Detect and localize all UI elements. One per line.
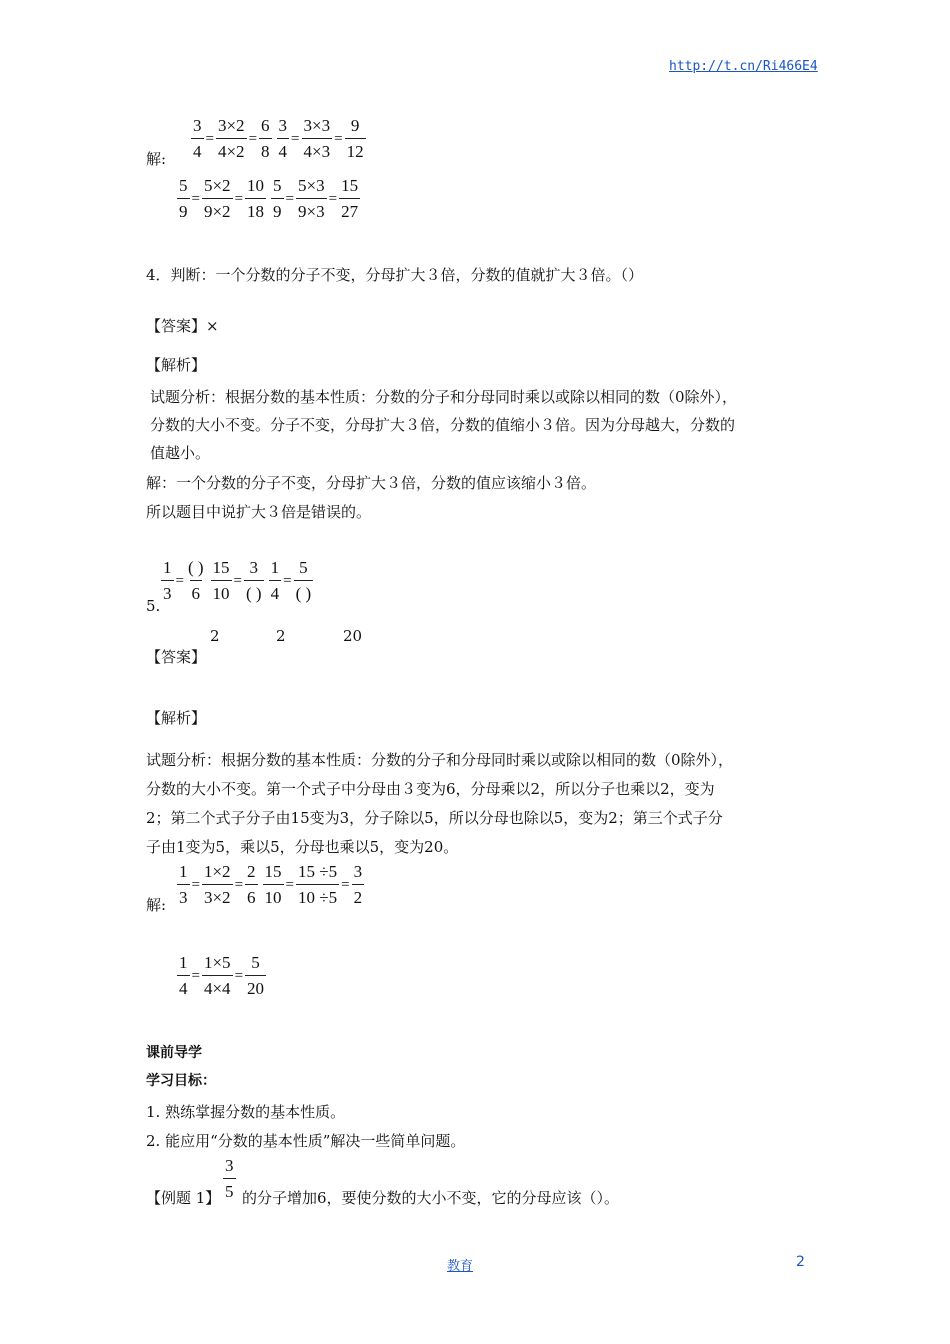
fraction: $\frac{1}{3}$ — [163, 558, 172, 603]
question-5-analysis-title: 【解析】 — [146, 709, 207, 727]
answer-value-1: 2 — [210, 627, 220, 645]
question-5-analysis: 试题分析：根据分数的基本性质：分数的分子和分母同时乘以或除以相同的数（0除外）， 分数的大小不变。第一个式子中分母由３变为6，分母乘以2，所以分子也乘以2，变为 2；第二个式子分子由15变为3，分子除以5，所以分母也除以5，变为2；第三个式子分 子由1变为5，乘以5，分母也乘以5，变为20。 — [146, 751, 734, 856]
answer-value-2: 2 — [276, 627, 286, 645]
fraction: $\frac{5}{9}$ — [273, 176, 282, 221]
fraction: $\frac{9}{12}$ — [346, 116, 364, 161]
fraction: 5 ( ) — [295, 558, 312, 603]
fraction: $\frac{15}{10}$ — [264, 862, 282, 907]
question-5-solution-label: 解: — [146, 896, 167, 914]
section-title: 课前导学 — [146, 1045, 202, 1061]
fraction: $\frac{3\times 2}{4\times 2}$ — [217, 116, 245, 161]
fraction: $\frac{2}{6}$ — [247, 862, 256, 907]
question-4-solution: 解：一个分数的分子不变，分母扩大３倍，分数的值应该缩小３倍。 所以题目中说扩大３倍是错误的。 — [146, 474, 597, 521]
solution-row-2: $\frac{1}{4}$ = $\frac{1\times 5}{4\times 4}$ = $\frac{5}{20}$ — [179, 953, 265, 998]
goals-list — [146, 1098, 465, 1156]
equation-row-2: $\frac{5}{9}$ = $\frac{5\times 2}{9\times 2}$ = $\frac{10}{18}$ $\frac{5}{9}$ = $\frac{5\times 3}{9\times 3}$ = $\frac{15}{27}$ — [179, 176, 359, 221]
page-number: 2 — [796, 1254, 805, 1270]
fraction: 3 ( ) — [246, 558, 262, 603]
answer-value-3: 20 — [343, 627, 363, 645]
example-text: 的分子增加6，要使分数的大小不变，它的分母应该（）。 — [242, 1189, 620, 1207]
fraction: $\frac{1}{4}$ — [179, 953, 188, 998]
header-url-link[interactable]: http://t.cn/Ri466E4 — [669, 59, 818, 74]
goals-title: 学习目标： — [146, 1073, 216, 1089]
example-label: 【例题 1】 — [146, 1189, 221, 1207]
fraction: ( ) 6 — [187, 558, 204, 603]
fraction: $\frac{15 \div 5}{10 \div 5}$ — [298, 862, 338, 907]
equation-row-1: $\frac{3}{4}$ = $\frac{3\times 2}{4\times 2}$ = $\frac{6}{8}$ $\frac{3}{4}$ = $\frac{3\times 3}{4\times 3}$ = $\frac{9}{12}$ — [193, 116, 364, 161]
question-5-number: 5. — [146, 597, 161, 615]
fraction: 3 5 — [225, 1156, 234, 1201]
fraction: $\frac{1\times 5}{4\times 4}$ — [203, 953, 231, 998]
fraction: $\frac{5\times 2}{9\times 2}$ — [203, 176, 231, 221]
fraction: $\frac{3}{2}$ — [353, 862, 363, 907]
question-5-equations: $\frac{1}{3}$ = ( ) 6 $\frac{15}{10}$ = 3 ( ) $\frac{1}{4}$ = 5 ( ) — [163, 558, 312, 603]
fraction: $\frac{10}{18}$ — [247, 176, 265, 221]
question-4-analysis: 试题分析：根据分数的基本性质：分数的分子和分母同时乘以或除以相同的数（0除外）， 分数的大小不变。分子不变，分母扩大３倍，分数的值缩小３倍。因为分母越大，分数的 值越小。 — [150, 388, 738, 462]
fraction: $\frac{6}{8}$ — [261, 116, 270, 161]
fraction: $\frac{3}{4}$ — [193, 116, 202, 161]
list-item: 1. 熟练掌握分数的基本性质。 — [146, 1103, 346, 1121]
fraction: $\frac{1}{3}$ — [179, 862, 188, 907]
question-4-analysis-title: 【解析】 — [146, 356, 207, 374]
solution-label: 解: — [146, 150, 167, 168]
fraction: $\frac{1\times 2}{3\times 2}$ — [203, 862, 231, 907]
fraction: $\frac{1}{4}$ — [270, 558, 280, 603]
fraction: $\frac{5}{9}$ — [179, 176, 188, 221]
fraction: $\frac{15}{10}$ — [212, 558, 230, 603]
footer-link[interactable]: 教育 — [447, 1259, 474, 1274]
fraction: $\frac{15}{27}$ — [341, 176, 359, 221]
fraction: $\frac{3\times 3}{4\times 3}$ — [303, 116, 331, 161]
list-item: 2. 能应用“分数的基本性质”解决一些简单问题。 — [146, 1132, 466, 1150]
question-5-answer-title: 【答案】 — [146, 648, 207, 666]
solution-row-1: $\frac{1}{3}$ = $\frac{1\times 2}{3\times 2}$ = $\frac{2}{6}$ $\frac{15}{10}$ = $\frac{15 \div 5}{10 \div 5}$ = $\frac{3}{2}$ — [179, 862, 363, 907]
fraction: $\frac{3}{4}$ — [278, 116, 288, 161]
question-4-text: 4．判断：一个分数的分子不变，分母扩大３倍，分数的值就扩大３倍。（） — [146, 266, 644, 284]
fraction: $\frac{5}{20}$ — [247, 953, 265, 998]
example-fraction — [222, 1156, 237, 1202]
question-4-answer: 【答案】× — [146, 317, 219, 335]
fraction: $\frac{5\times 3}{9\times 3}$ — [298, 176, 325, 221]
